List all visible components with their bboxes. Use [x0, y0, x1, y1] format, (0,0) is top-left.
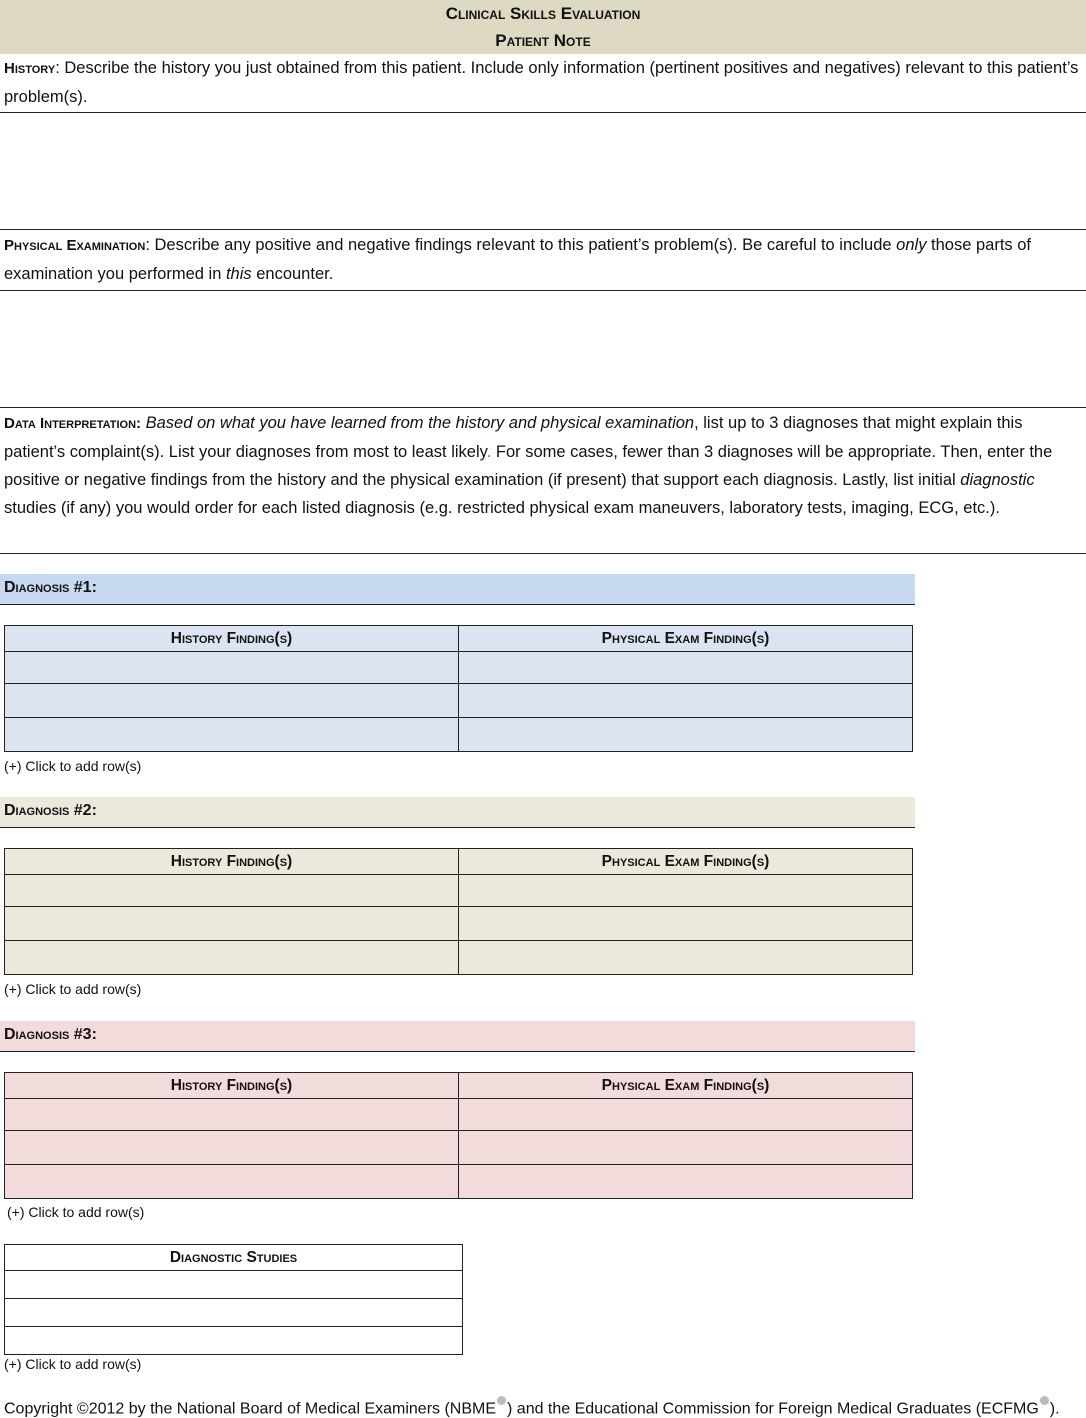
history-input-area[interactable] [0, 113, 1086, 230]
history-label: History [4, 60, 56, 77]
physical-exam-findings-header: Physical Exam Finding(s) [459, 626, 913, 652]
physical-exam-findings-header: Physical Exam Finding(s) [459, 1073, 913, 1099]
data-interpretation-instructions [0, 409, 1086, 522]
physical-exam-text: : Describe any positive and negative findings relevant to this patient’s problem(s). Be careful to include [145, 236, 897, 254]
physical-finding-cell[interactable] [459, 652, 913, 684]
diagnostic-studies-table [4, 1244, 463, 1355]
diagnostic-study-cell[interactable] [5, 1327, 463, 1355]
physical-finding-cell[interactable] [459, 875, 913, 907]
diagnosis-2-input[interactable] [0, 797, 915, 828]
data-interpretation-text: studies (if any) you would order for each listed diagnosis (e.g. restricted physical exam maneuvers, laboratory tests, imaging, ECG, etc.). [4, 499, 1000, 517]
history-finding-cell[interactable] [5, 652, 459, 684]
add-row-button[interactable]: (+) Click to add row(s) [4, 758, 142, 774]
physical-finding-cell[interactable] [459, 941, 913, 975]
physical-finding-cell[interactable] [459, 1099, 913, 1131]
data-interpretation-emphasis: diagnostic [960, 471, 1035, 489]
history-finding-cell[interactable] [5, 718, 459, 752]
diagnosis-3-input[interactable] [0, 1021, 915, 1052]
physical-exam-findings-header: Physical Exam Finding(s) [459, 849, 913, 875]
registered-mark-icon [497, 1396, 506, 1405]
add-row-button[interactable]: (+) Click to add row(s) [4, 981, 142, 997]
form-subtitle: Patient Note [495, 31, 591, 50]
physical-exam-instructions [0, 231, 1086, 288]
history-finding-cell[interactable] [5, 875, 459, 907]
diagnostic-studies-header: Diagnostic Studies [5, 1245, 463, 1271]
physical-exam-emphasis: this [225, 265, 252, 283]
physical-finding-cell[interactable] [459, 907, 913, 941]
history-findings-header: History Finding(s) [5, 849, 459, 875]
diagnostic-study-cell[interactable] [5, 1299, 463, 1327]
diagnosis-1-findings-table [4, 625, 913, 752]
physical-exam-label: Physical Examination [4, 237, 146, 254]
physical-finding-cell[interactable] [459, 1131, 913, 1165]
data-interpretation-text: For some cases, fewer than 3 diagnoses will be appropriate. Then, enter the positive or negative findings from the history and the physical examination (if present) that support each diagnosis. Lastly, list initial [4, 443, 1053, 489]
add-row-button[interactable]: (+) Click to add row(s) [7, 1204, 145, 1220]
physical-exam-section [0, 231, 1086, 291]
physical-finding-cell[interactable] [459, 684, 913, 718]
physical-exam-input-area[interactable] [0, 292, 1086, 408]
diagnosis-1-label: Diagnosis #1: [4, 579, 97, 596]
copyright-text: ). [1049, 1400, 1060, 1418]
add-row-button[interactable]: (+) Click to add row(s) [4, 1356, 142, 1372]
copyright-notice [4, 1396, 1060, 1418]
history-finding-cell[interactable] [5, 1165, 459, 1199]
data-interpretation-section [0, 409, 1086, 554]
page-header [0, 0, 1086, 54]
history-findings-header: History Finding(s) [5, 626, 459, 652]
form-title: Clinical Skills Evaluation [445, 4, 641, 23]
diagnosis-3-label: Diagnosis #3: [4, 1026, 97, 1043]
diagnosis-2-findings-table [4, 848, 913, 975]
physical-finding-cell[interactable] [459, 718, 913, 752]
history-finding-cell[interactable] [5, 907, 459, 941]
history-finding-cell[interactable] [5, 1131, 459, 1165]
physical-exam-emphasis: only [896, 236, 927, 254]
physical-exam-text: encounter. [251, 265, 334, 283]
physical-exam-text: those parts of examination you performed in [4, 236, 1032, 283]
physical-finding-cell[interactable] [459, 1165, 913, 1199]
diagnosis-2-label: Diagnosis #2: [4, 802, 97, 819]
history-text: : Describe the history you just obtained from this patient. Include only information (pertinent positives and negatives) relevant to this patient’s problem(s). [4, 59, 1079, 106]
registered-mark-icon [1040, 1396, 1049, 1405]
data-interpretation-text: , list up to 3 diagnoses that might explain this patient’s complaint(s). List your diagnoses from most to least likely [4, 414, 1023, 461]
history-finding-cell[interactable] [5, 941, 459, 975]
history-section [0, 54, 1086, 113]
diagnostic-study-cell[interactable] [5, 1271, 463, 1299]
copyright-text: ) and the Educational Commission for Foreign Medical Graduates (ECFMG [507, 1400, 1039, 1418]
diagnosis-1-input[interactable] [0, 574, 915, 605]
data-interpretation-label: Data Interpretation: [4, 415, 142, 432]
data-interpretation-emphasis: Based on what you have learned from the history and physical examination [141, 414, 695, 432]
red-period: . [486, 443, 492, 461]
history-finding-cell[interactable] [5, 684, 459, 718]
copyright-text: Copyright ©2012 by the National Board of Medical Examiners (NBME [4, 1400, 497, 1418]
history-instructions [0, 54, 1086, 111]
history-finding-cell[interactable] [5, 1099, 459, 1131]
history-findings-header: History Finding(s) [5, 1073, 459, 1099]
diagnosis-3-findings-table [4, 1072, 913, 1199]
